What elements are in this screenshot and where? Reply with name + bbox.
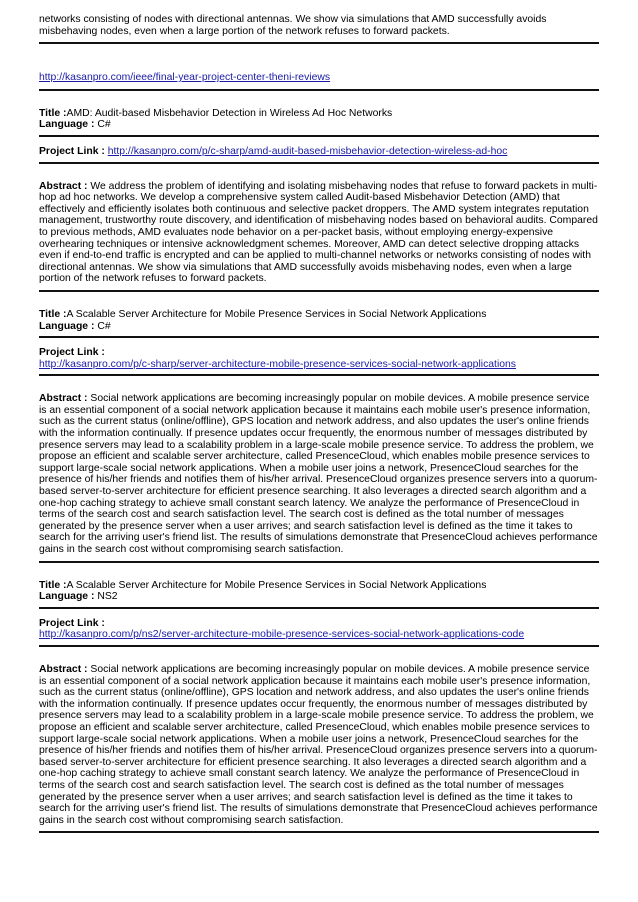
language-row: [39, 119, 599, 131]
project-link-label: Project Link :: [39, 145, 105, 157]
title-row: [39, 580, 599, 592]
project-title: A Scalable Server Architecture for Mobile Presence Services in Social Network Applications: [66, 579, 487, 591]
abstract-paragraph: [39, 393, 599, 555]
project-entry: [39, 108, 599, 292]
abstract-label: Abstract :: [39, 663, 88, 675]
divider: [39, 89, 599, 91]
language-label: Language :: [39, 591, 95, 603]
project-link[interactable]: http://kasanpro.com/p/c-sharp/amd-audit-based-misbehavior-detection-wireless-ad-hoc: [107, 145, 508, 157]
title-row: [39, 309, 599, 321]
abstract-paragraph: [39, 664, 599, 826]
project-link-label: Project Link :: [39, 617, 105, 629]
abstract-label: Abstract :: [39, 180, 88, 192]
abstract-continuation: networks consisting of nodes with directional antennas. We show via simulations that AMD successfully avoids misbehaving nodes, even when a large portion of the network refuses to forward packets.: [39, 14, 547, 37]
divider: [39, 831, 599, 833]
project-language: C#: [97, 320, 111, 332]
title-label: Title :: [39, 579, 67, 591]
language-row: [39, 591, 599, 603]
abstract-label: Abstract :: [39, 393, 88, 405]
reviews-link-row: [39, 72, 599, 84]
reviews-link[interactable]: http://kasanpro.com/ieee/final-year-project-center-theni-reviews: [39, 72, 331, 84]
project-link-label: Project Link :: [39, 347, 105, 359]
abstract-paragraph: [39, 181, 599, 285]
divider: [39, 162, 599, 164]
divider: [39, 607, 599, 609]
language-row: [39, 321, 599, 333]
divider: [39, 645, 599, 647]
abstract-text: We address the problem of identifying and isolating misbehaving nodes that refuse to forward packets in multi-hop ad hoc networks. We develop a comprehensive system called Audit-based Misbehavior Detection (AMD) that effectively and efficiently isolates both continuous and selective packet droppers. The AMD system integrates reputation management, trustworthy route discovery, and identification of misbehaving nodes based on behavioral audits. Compared to previous methods, AMD evaluates node behavior on a per-packet basis, without employing energy-expensive overhearing techniques or intensive acknowledgment schemes. Moreover, AMD can detect selective dropping attacks even if end-to-end traffic is encrypted and can be applied to multi-channel networks or networks consisting of nodes with directional antennas. We show via simulations that AMD successfully avoids misbehaving nodes, even when a large portion of the network refuses to forward packets.: [39, 180, 598, 285]
project-language: NS2: [97, 591, 118, 603]
project-link-row: [39, 359, 599, 371]
project-link-label-row: [39, 618, 599, 630]
divider: [39, 135, 599, 137]
abstract-text: Social network applications are becoming increasingly popular on mobile devices. A mobile presence service is an essential component of a social network application because it maintains each mobile user's presence information, such as the current status (online/offline), GPS location and network address, and also updates the user's online friends with the information continually. If presence updates occur frequently, the enormous number of messages distributed by presence servers may lead to a scalability problem in a large-scale mobile presence service. To address the problem, we propose an efficient and scalable server architecture, called PresenceCloud, which enables mobile presence services to support large-scale social network applications. When a mobile user joins a network, PresenceCloud searches for the presence of his/her friends and notifies them of his/her arrival. PresenceCloud organizes presence servers into a quorum-based server-to-server architecture for efficient presence searching. It also leverages a directed search algorithm and a one-hop caching strategy to achieve small constant search latency. We analyze the performance of PresenceCloud in terms of the search cost and search satisfaction level. The search cost is defined as the total number of messages generated by the presence server when a user arrives; and search satisfaction level is defined as the time it takes to search for the arriving user's friend list. The results of simulations demonstrate that PresenceCloud achieves performance gains in the search cost without compromising search satisfaction.: [39, 663, 598, 826]
language-label: Language :: [39, 119, 95, 131]
divider: [39, 42, 599, 44]
project-entry: [39, 309, 599, 563]
project-title: AMD: Audit-based Misbehavior Detection in Wireless Ad Hoc Networks: [66, 107, 393, 119]
project-link-row: [39, 146, 599, 158]
title-row: [39, 108, 599, 120]
project-link-label-row: [39, 347, 599, 359]
abstract-text: Social network applications are becoming increasingly popular on mobile devices. A mobile presence service is an essential component of a social network application because it maintains each mobile user's presence information, such as the current status (online/offline), GPS location and network address, and also updates the user's online friends with the information continually. If presence updates occur frequently, the enormous number of messages distributed by presence servers may lead to a scalability problem in a large-scale mobile presence service. To address the problem, we propose an efficient and scalable server architecture, called PresenceCloud, which enables mobile presence services to support large-scale social network applications. When a mobile user joins a network, PresenceCloud searches for the presence of his/her friends and notifies them of his/her arrival. PresenceCloud organizes presence servers into a quorum-based server-to-server architecture for efficient presence searching. It also leverages a directed search algorithm and a one-hop caching strategy to achieve small constant search latency. We analyze the performance of PresenceCloud in terms of the search cost and search satisfaction level. The search cost is defined as the total number of messages generated by the presence server when a user arrives; and search satisfaction level is defined as the time it takes to search for the arriving user's friend list. The results of simulations demonstrate that PresenceCloud achieves performance gains in the search cost without compromising search satisfaction.: [39, 393, 598, 555]
project-link[interactable]: http://kasanpro.com/p/ns2/server-architecture-mobile-presence-services-social-network-applications-code: [39, 629, 525, 641]
divider: [39, 561, 599, 563]
divider: [39, 336, 599, 338]
document-page: [39, 14, 599, 833]
divider: [39, 374, 599, 376]
project-link-row: [39, 629, 599, 641]
project-link[interactable]: http://kasanpro.com/p/c-sharp/server-architecture-mobile-presence-services-social-network-applications: [39, 358, 517, 370]
project-language: C#: [97, 119, 111, 131]
project-entry: [39, 580, 599, 834]
language-label: Language :: [39, 320, 95, 332]
title-label: Title :: [39, 308, 67, 320]
divider: [39, 290, 599, 292]
title-label: Title :: [39, 107, 67, 119]
project-title: A Scalable Server Architecture for Mobile Presence Services in Social Network Applications: [66, 308, 487, 320]
